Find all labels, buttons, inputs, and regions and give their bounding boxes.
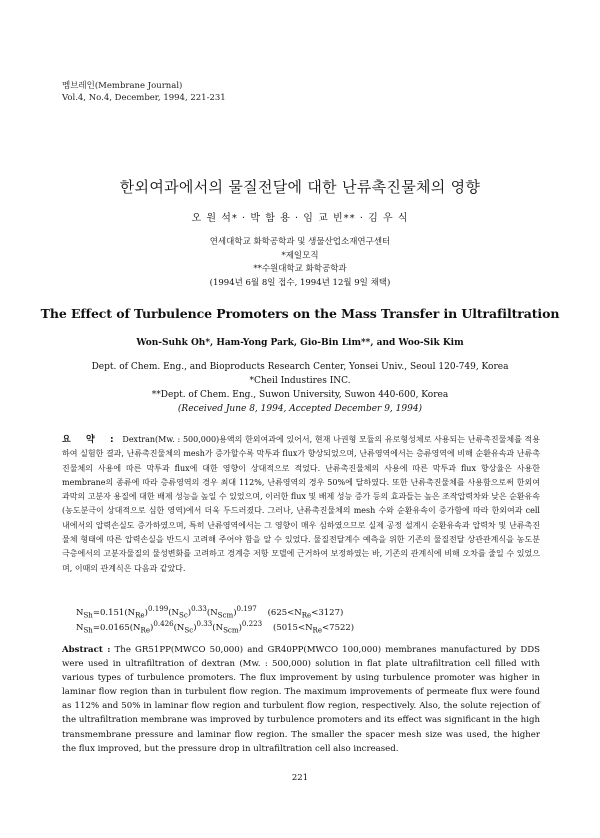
affiliation-line: **Dept. of Chem. Eng., Suwon University, Suwon 440-600, Korea [151, 390, 449, 400]
page-number: 221 [291, 773, 309, 783]
affiliation-line: *제일모직 [281, 250, 319, 261]
english-title: The Effect of Turbulence Promoters on the Mass Transfer in Ultrafiltration [40, 306, 560, 321]
correlation-formula: $N_{Sh}=0.0165(N_{Re})^{0.426}(N_{Sc})^{0.33}(N_{Scm})^{0.223}$ $(5015<N_{Re}<7522)$ [76, 619, 355, 635]
korean-abstract [62, 433, 540, 576]
korean-title: 한외여과에서의 물질전달에 대한 난류촉진물체의 영향 [119, 178, 481, 196]
english-abstract-label: Abstract : [62, 645, 111, 655]
english-authors: Won-Suhk Oh*, Ham-Yong Park, Gio-Bin Lim**, and Woo-Sik Kim [136, 338, 464, 348]
english-affiliations [0, 360, 600, 416]
affiliation-line: *Cheil Industires INC. [249, 376, 351, 386]
journal-citation: Vol.4, No.4, December, 1994, 221-231 [62, 93, 226, 103]
korean-authors: 오 원 석* · 박 함 용 · 임 교 빈** · 김 우 식 [191, 213, 409, 224]
received-dates-ko: (1994년 6월 8일 접수, 1994년 12월 9일 채택) [209, 277, 391, 288]
korean-abstract-label: 요 약 : [62, 435, 120, 445]
affiliation-line: Dept. of Chem. Eng., and Bioproducts Research Center, Yonsei Univ., Seoul 120-749, Korea [91, 362, 509, 372]
correlation-formula: $N_{Sh}=0.151(N_{Re})^{0.199}(N_{Sc})^{0.33}(N_{Scm})^{0.197}$ $(625<N_{Re}<3127)$ [76, 604, 344, 620]
korean-abstract-text: Dextran(Mw. : 500,000)용액의 한외여과에 있어서, 현재 나권형 모듈의 유로형성체로 사용되는 난류촉진물체를 적용하여 실험한 결과, 난류촉진물체의 mesh가 증가할수록 막투과 flux가 향상되었으며, 난류영역에서는 층류영역에 비해 순환유속과 난류촉진물체의 사용에 따른 막투과 flux에 대한 영향이 상대적으로 적었다. 난류촉진물체의 사용에 따른 막투과 flux 향상율은 사용한 membrane의 종류에 따라 층류영역의 경우 최대 112%, 난류영역의 경우 50%에 달하였다. 또한 난류촉진물체를 사용함으로써 한외여과막의 고분자 용질에 대한 배제 성능을 높일 수 있었으며, 이러한 flux 및 배제 성능 증가 등의 효과들는 높은 조작압력차와 낮은 순환유속(농도분극이 상대적으로 심한 영역)에서 더욱 두드러졌다. 그러나, 난류촉진물체의 mesh 수와 순환유속이 증가함에 따라 한외여과 cell 내에서의 압력손실도 증가하였으며, 특히 난류영역에서는 그 영향이 매우 심하였으므로 실제 공정 설계시 순환유속과 압력차 및 난류촉진물체 형태에 따른 압력손실을 반드시 고려해 주어야 함을 알 수 있었다. 물질전달계수 예측을 위한 기존의 물질전달 상관관계식을 농도분극층에서의 고분자물질의 물성변화를 고려하고 경계층 저항 모델에 근거하여 보정하였는 바, 기존의 관계식에 비해 오차를 줄일 수 있었으며, 이때의 관계식은 다음과 같았다. [62, 435, 541, 573]
korean-affiliations [0, 236, 600, 290]
journal-name: 멤브레인(Membrane Journal) [62, 81, 183, 91]
english-abstract [62, 643, 540, 756]
english-abstract-text: The GR51PP(MWCO 50,000) and GR40PP(MWCO 100,000) membranes manufactured by DDS were used in ultrafiltration of dextran (Mw. : 500,000) solution in flat plate ultrafiltration cell filled with various types of turbulence promoters. The flux improvement by using turbulence promoter was higher in laminar flow region than in turbulent flow region. The maximum improvements of permeate flux were found as 112% and 50% in laminar flow region and turbulent flow region, respectively. Also, the solute rejection of the ultrafiltration membrane was improved by turbulence promoters and its effect was significant in the high transmembrane pressure and laminar flow region. The smaller the spacer mesh size was used, the higher the flux improved, but the pressure drop in ultrafiltration cell also increased. [62, 645, 540, 754]
affiliation-line: **수원대학교 화학공학과 [253, 264, 347, 274]
journal-header [62, 80, 226, 104]
received-dates-en: (Received June 8, 1994, Accepted December 9, 1994) [177, 404, 423, 414]
affiliation-line: 연세대학교 화학공학과 및 생물산업소재연구센터 [209, 237, 391, 247]
